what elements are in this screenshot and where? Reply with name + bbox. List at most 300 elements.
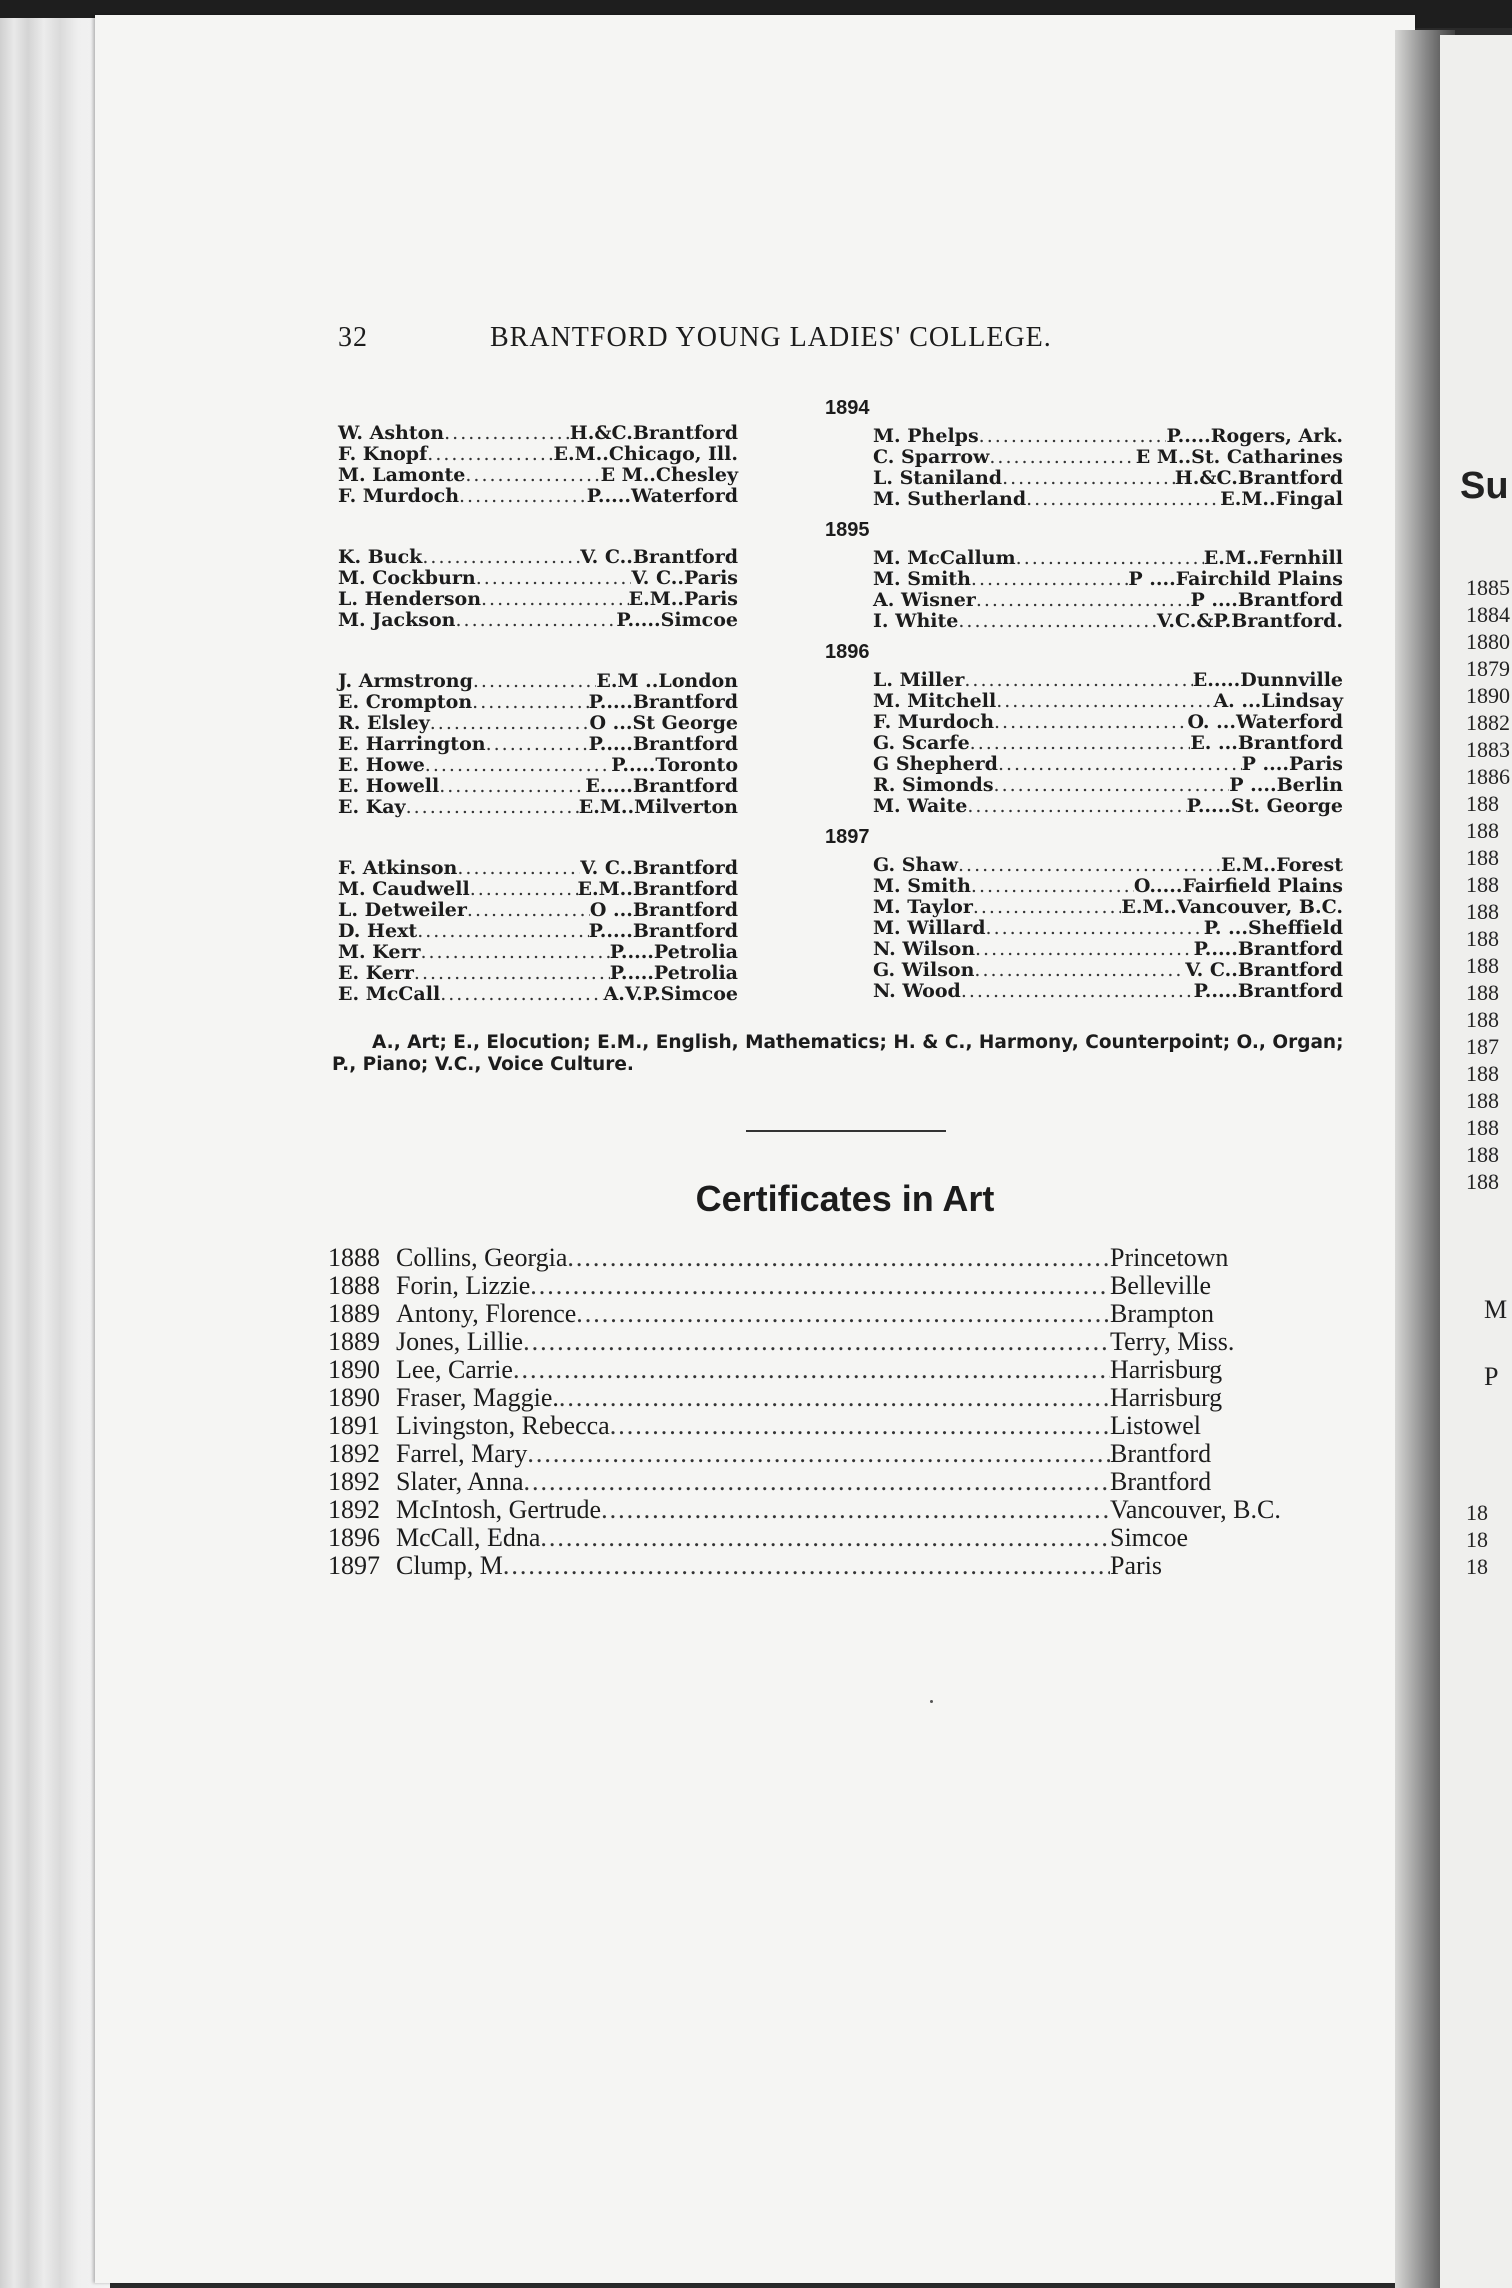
graduate-group xyxy=(873,426,1343,510)
course-code: P..... xyxy=(609,962,654,984)
hometown: Brantford xyxy=(632,899,738,921)
facing-page-year: 188 xyxy=(1466,845,1499,870)
course-code: E.M.. xyxy=(628,588,684,610)
paper-speck xyxy=(930,1700,933,1703)
dot-leader xyxy=(973,897,1122,918)
graduate-name: M. Caudwell xyxy=(338,878,470,900)
hometown: Petrolia xyxy=(653,962,738,984)
dot-leader xyxy=(406,797,579,818)
facing-page-year: 18 xyxy=(1466,1500,1488,1525)
graduate-name: G. Shaw xyxy=(873,854,958,876)
facing-page-year: 18 xyxy=(1466,1527,1488,1552)
facing-page-year: 1884 xyxy=(1466,602,1510,627)
dot-leader xyxy=(967,796,1186,817)
hometown: Fairfield Plains xyxy=(1182,875,1343,897)
graduate-name: E. McCall xyxy=(338,983,441,1005)
graduate-name: M. Phelps xyxy=(873,425,979,447)
graduate-entry xyxy=(338,610,738,631)
hometown: Vancouver, B.C. xyxy=(1176,896,1343,918)
hometown: Waterford xyxy=(1235,711,1343,733)
dot-leader xyxy=(467,900,590,921)
facing-page-year: 1882 xyxy=(1466,710,1510,735)
graduate-entry xyxy=(873,981,1343,1002)
course-code: P..... xyxy=(1193,938,1238,960)
dot-leader xyxy=(530,1272,1110,1300)
hometown: Forest xyxy=(1276,854,1343,876)
graduate-name: N. Wilson xyxy=(873,938,976,960)
course-code: O ... xyxy=(589,712,633,734)
facing-page-year: 188 xyxy=(1466,1088,1499,1113)
hometown: Chesley xyxy=(655,464,738,486)
hometown: St George xyxy=(632,712,738,734)
facing-page-year: 187 xyxy=(1466,1034,1499,1059)
facing-page-year: 188 xyxy=(1466,953,1499,978)
dot-leader xyxy=(975,939,1194,960)
graduate-entry xyxy=(873,775,1343,796)
hometown: Berlin xyxy=(1276,774,1343,796)
certificate-year: 1892 xyxy=(328,1467,380,1496)
graduates-right-column xyxy=(825,392,1343,1010)
course-code: E.M.. xyxy=(578,796,635,818)
graduate-entry xyxy=(873,876,1343,897)
facing-page-year: 18 xyxy=(1466,1554,1488,1579)
hometown: Brantford xyxy=(1237,467,1343,489)
hometown: Simcoe xyxy=(660,609,738,631)
graduate-entry xyxy=(873,754,1343,775)
dot-leader xyxy=(610,1412,1110,1440)
facing-page-year: 188 xyxy=(1466,980,1499,1005)
graduate-group xyxy=(873,548,1343,632)
graduate-name: M. Kerr xyxy=(338,941,421,963)
dot-leader xyxy=(414,963,610,984)
graduate-name: D. Hext xyxy=(338,920,418,942)
hometown: St. Catharines xyxy=(1191,446,1343,468)
dot-leader xyxy=(994,712,1187,733)
certificate-year: 1892 xyxy=(328,1439,380,1468)
hometown: Brantford xyxy=(1110,1439,1212,1468)
graduate-name: G. Scarfe xyxy=(873,732,970,754)
course-code: V. C.. xyxy=(580,546,633,568)
graduate-entry xyxy=(873,897,1343,918)
course-code: V. C.. xyxy=(1185,959,1238,981)
dot-leader xyxy=(970,733,1191,754)
course-code: V. C.. xyxy=(631,567,684,589)
hometown: Terry, Miss. xyxy=(1110,1327,1235,1356)
hometown: Brantford xyxy=(1237,959,1343,981)
course-code: E..... xyxy=(585,775,633,797)
graduate-name: M. Lamonte xyxy=(338,464,466,486)
dot-leader xyxy=(986,918,1204,939)
art-certificate-row xyxy=(328,1440,1338,1468)
recipient-name: Livingston, Rebecca xyxy=(396,1411,610,1440)
graduate-name: I. White xyxy=(873,610,959,632)
dot-leader xyxy=(422,547,580,568)
dot-leader xyxy=(455,610,616,631)
hometown: Paris xyxy=(1110,1551,1162,1580)
hometown: Paris xyxy=(683,588,738,610)
graduate-name: F. Knopf xyxy=(338,443,428,465)
graduate-entry xyxy=(873,611,1343,632)
course-code: P..... xyxy=(609,941,654,963)
course-code: P..... xyxy=(1186,795,1231,817)
graduate-entry xyxy=(873,590,1343,611)
graduate-entry xyxy=(873,447,1343,468)
graduate-name: L. Staniland xyxy=(873,467,1003,489)
dot-leader xyxy=(513,1356,1110,1384)
dot-leader xyxy=(476,568,632,589)
graduate-entry xyxy=(873,960,1343,981)
graduate-entry xyxy=(338,671,738,692)
certificate-year: 1888 xyxy=(328,1271,380,1300)
course-code: P..... xyxy=(588,733,633,755)
hometown: Vancouver, B.C. xyxy=(1110,1495,1281,1524)
course-code: E..... xyxy=(1192,669,1241,691)
graduate-name: M. Willard xyxy=(873,917,986,939)
facing-page-year: 188 xyxy=(1466,1115,1499,1140)
dot-leader xyxy=(439,776,585,797)
facing-page-year: 1880 xyxy=(1466,629,1510,654)
art-certificate-row xyxy=(328,1468,1338,1496)
graduate-name: M. Mitchell xyxy=(873,690,997,712)
graduate-group xyxy=(338,858,738,1005)
dot-leader xyxy=(457,858,580,879)
dot-leader xyxy=(567,1244,1110,1272)
graduate-entry xyxy=(873,796,1343,817)
graduate-group xyxy=(338,547,738,631)
graduate-entry xyxy=(338,942,738,963)
certificate-year: 1892 xyxy=(328,1495,380,1524)
certificate-year: 1890 xyxy=(328,1355,380,1384)
graduate-group xyxy=(873,855,1343,1002)
graduate-entry xyxy=(873,489,1343,510)
hometown: Lindsay xyxy=(1261,690,1343,712)
recipient-name: Jones, Lillie xyxy=(396,1327,524,1356)
hometown: Brantford xyxy=(1237,980,1343,1002)
course-code: E.M.. xyxy=(1203,547,1260,569)
dot-leader xyxy=(427,444,553,465)
graduate-name: F. Murdoch xyxy=(338,485,460,507)
course-code: A. ... xyxy=(1213,690,1262,712)
certificate-year: 1896 xyxy=(328,1523,380,1552)
course-code: P..... xyxy=(1193,980,1238,1002)
graduate-entry xyxy=(338,797,738,818)
hometown: Fingal xyxy=(1275,488,1343,510)
recipient-name: McCall, Edna xyxy=(396,1523,541,1552)
graduate-entry xyxy=(873,569,1343,590)
dot-leader xyxy=(1016,548,1204,569)
year-heading: 1894 xyxy=(825,397,870,419)
art-certificate-row xyxy=(328,1524,1338,1552)
certificate-year: 1891 xyxy=(328,1411,380,1440)
graduate-entry xyxy=(338,776,738,797)
certificate-year: 1889 xyxy=(328,1327,380,1356)
graduate-entry xyxy=(338,589,738,610)
dot-leader xyxy=(524,1468,1111,1496)
graduate-entry xyxy=(338,423,738,444)
graduate-entry xyxy=(338,900,738,921)
course-code: E.M.. xyxy=(1121,896,1177,918)
graduate-entry xyxy=(338,444,738,465)
graduate-entry xyxy=(338,921,738,942)
course-legend: A., Art; E., Elocution; E.M., English, Mathematics; H. & C., Harmony, Counterpoint; O., Organ; P., Piano; V.C., Voice Culture. xyxy=(332,1032,1344,1075)
course-code: E.M.. xyxy=(1220,854,1277,876)
hometown: Toronto xyxy=(655,754,738,776)
recipient-name: Antony, Florence xyxy=(396,1299,577,1328)
graduate-name: G. Wilson xyxy=(873,959,975,981)
facing-page-year: 1885 xyxy=(1466,575,1510,600)
hometown: Brantford xyxy=(1237,938,1343,960)
dot-leader xyxy=(417,921,588,942)
graduate-name: E. Kay xyxy=(338,796,406,818)
hometown: Rogers, Ark. xyxy=(1210,425,1343,447)
recipient-name: McIntosh, Gertrude xyxy=(396,1495,602,1524)
dot-leader xyxy=(559,1384,1110,1412)
year-heading: 1896 xyxy=(825,641,870,663)
graduate-entry xyxy=(873,670,1343,691)
graduate-name: E. Howe xyxy=(338,754,425,776)
graduate-name: N. Wood xyxy=(873,980,961,1002)
hometown: Brantford xyxy=(632,733,738,755)
hometown: Brantford xyxy=(1237,732,1343,754)
graduate-name: A. Wisner xyxy=(873,589,976,611)
running-head xyxy=(338,322,1198,358)
dot-leader xyxy=(444,423,570,444)
graduate-name: R. Elsley xyxy=(338,712,430,734)
hometown: Waterford xyxy=(630,485,738,507)
art-certificate-row xyxy=(328,1328,1338,1356)
hometown: Fernhill xyxy=(1259,547,1343,569)
graduate-entry xyxy=(873,691,1343,712)
dot-leader xyxy=(481,589,629,610)
graduate-group xyxy=(873,670,1343,817)
course-code: P. ... xyxy=(1203,917,1248,939)
page-number: 32 xyxy=(338,322,368,353)
graduate-name: M. Waite xyxy=(873,795,968,817)
dot-leader xyxy=(470,879,578,900)
dot-leader xyxy=(958,855,1221,876)
facing-page-year: 188 xyxy=(1466,872,1499,897)
dot-leader xyxy=(486,734,589,755)
art-certificate-row xyxy=(328,1412,1338,1440)
graduate-entry xyxy=(338,486,738,507)
dot-leader xyxy=(971,569,1128,590)
graduate-group xyxy=(338,671,738,818)
graduate-entry xyxy=(338,984,738,1005)
graduate-entry xyxy=(873,918,1343,939)
certificate-year: 1890 xyxy=(328,1383,380,1412)
course-code: O ... xyxy=(589,899,633,921)
hometown: Chicago, Ill. xyxy=(608,443,738,465)
hometown: Dunnville xyxy=(1240,669,1343,691)
hometown: Listowel xyxy=(1110,1411,1201,1440)
art-certificates-list xyxy=(328,1244,1338,1580)
certificate-year: 1888 xyxy=(328,1243,380,1272)
graduate-entry xyxy=(338,963,738,984)
graduate-group xyxy=(338,423,738,507)
hometown: Sheffield xyxy=(1247,917,1343,939)
facing-page-year: 188 xyxy=(1466,1061,1499,1086)
facing-page-year: 188 xyxy=(1466,1169,1499,1194)
recipient-name: Clump, M xyxy=(396,1551,503,1580)
hometown: Princetown xyxy=(1110,1243,1229,1272)
facing-page-letter: M xyxy=(1484,1295,1508,1324)
graduate-name: M. Smith xyxy=(873,875,971,897)
course-code: P .... xyxy=(1128,568,1176,590)
art-certificate-row xyxy=(328,1300,1338,1328)
graduate-entry xyxy=(338,465,738,486)
year-heading: 1895 xyxy=(825,519,870,541)
dot-leader xyxy=(440,984,603,1005)
art-certificate-row xyxy=(328,1356,1338,1384)
hometown: Brantford. xyxy=(1231,610,1343,632)
graduate-entry xyxy=(873,712,1343,733)
dot-leader xyxy=(503,1552,1110,1580)
hometown: Brantford xyxy=(632,878,738,900)
course-code: E M.. xyxy=(600,464,656,486)
hometown: Brampton xyxy=(1110,1299,1214,1328)
dot-leader xyxy=(601,1496,1110,1524)
course-code: P .... xyxy=(1241,753,1289,775)
course-code: O..... xyxy=(1133,875,1183,897)
graduate-name: M. McCallum xyxy=(873,547,1016,569)
dot-leader xyxy=(472,692,588,713)
graduate-name: E. Crompton xyxy=(338,691,473,713)
certificate-year: 1889 xyxy=(328,1299,380,1328)
facing-page-year: 1879 xyxy=(1466,656,1510,681)
hometown: Paris xyxy=(683,567,738,589)
graduate-name: F. Atkinson xyxy=(338,857,458,879)
art-certificate-row xyxy=(328,1272,1338,1300)
recipient-name: Fraser, Maggie. xyxy=(396,1383,559,1412)
dot-leader xyxy=(523,1328,1110,1356)
course-code: E.M .. xyxy=(596,670,659,692)
graduate-entry xyxy=(338,692,738,713)
graduate-name: L. Miller xyxy=(873,669,965,691)
dot-leader xyxy=(1002,468,1175,489)
course-code: O. ... xyxy=(1187,711,1236,733)
graduate-entry xyxy=(873,548,1343,569)
recipient-name: Slater, Anna xyxy=(396,1467,524,1496)
hometown: Harrisburg xyxy=(1110,1383,1223,1412)
course-code: E M.. xyxy=(1135,446,1192,468)
graduate-entry xyxy=(338,858,738,879)
course-code: P..... xyxy=(588,691,633,713)
dot-leader xyxy=(576,1300,1110,1328)
course-code: H.&C. xyxy=(1174,467,1238,489)
graduate-entry xyxy=(873,468,1343,489)
dot-leader xyxy=(527,1440,1110,1468)
page-title: BRANTFORD YOUNG LADIES' COLLEGE. xyxy=(490,322,1052,353)
graduate-entry xyxy=(873,939,1343,960)
hometown: Paris xyxy=(1288,753,1343,775)
course-code: E.M.. xyxy=(553,443,609,465)
dot-leader xyxy=(430,713,590,734)
hometown: Belleville xyxy=(1110,1271,1212,1300)
graduate-name: C. Sparrow xyxy=(873,446,990,468)
graduate-entry xyxy=(338,734,738,755)
art-certificate-row xyxy=(328,1552,1338,1580)
hometown: Brantford xyxy=(632,546,738,568)
dot-leader xyxy=(958,611,1157,632)
course-code: P..... xyxy=(588,920,633,942)
hometown: Brantford xyxy=(632,691,738,713)
graduate-entry xyxy=(338,713,738,734)
hometown: Simcoe xyxy=(1110,1523,1188,1552)
graduate-entry xyxy=(338,568,738,589)
dot-leader xyxy=(540,1524,1110,1552)
graduate-name: L. Detweiler xyxy=(338,899,467,921)
hometown: Brantford xyxy=(1237,589,1343,611)
graduate-name: M. Cockburn xyxy=(338,567,476,589)
dot-leader xyxy=(964,670,1192,691)
course-code: P..... xyxy=(616,609,661,631)
recipient-name: Forin, Lizzie xyxy=(396,1271,531,1300)
graduate-name: K. Buck xyxy=(338,546,423,568)
graduate-entry xyxy=(338,879,738,900)
dot-leader xyxy=(989,447,1135,468)
graduate-entry xyxy=(338,547,738,568)
facing-page-fragment xyxy=(1440,35,1512,2288)
dot-leader xyxy=(971,876,1134,897)
graduate-name: E. Howell xyxy=(338,775,440,797)
facing-page-year: 188 xyxy=(1466,1142,1499,1167)
course-code: E. ... xyxy=(1190,732,1238,754)
course-code: P..... xyxy=(1166,425,1211,447)
facing-page-year: 188 xyxy=(1466,818,1499,843)
course-code: A.V.P. xyxy=(603,983,661,1005)
graduate-name: G Shepherd xyxy=(873,753,998,775)
graduate-entry xyxy=(338,755,738,776)
hometown: Brantford xyxy=(632,857,738,879)
graduate-name: M. Jackson xyxy=(338,609,456,631)
recipient-name: Farrel, Mary xyxy=(396,1439,528,1468)
course-code: E.M.. xyxy=(577,878,633,900)
course-code: P .... xyxy=(1190,589,1238,611)
hometown: Simcoe xyxy=(660,983,738,1005)
facing-page-letter: P xyxy=(1484,1362,1499,1391)
art-certificate-row xyxy=(328,1244,1338,1272)
recipient-name: Lee, Carrie xyxy=(396,1355,513,1384)
course-code: P..... xyxy=(586,485,631,507)
dot-leader xyxy=(459,486,587,507)
hometown: Brantford xyxy=(632,422,738,444)
course-code: P..... xyxy=(611,754,656,776)
dot-leader xyxy=(994,775,1230,796)
graduate-entry xyxy=(873,855,1343,876)
dot-leader xyxy=(998,754,1242,775)
graduate-name: J. Armstrong xyxy=(338,670,473,692)
section-divider xyxy=(746,1130,946,1132)
art-certificate-row xyxy=(328,1496,1338,1524)
dot-leader xyxy=(974,960,1185,981)
dot-leader xyxy=(420,942,609,963)
dot-leader xyxy=(425,755,611,776)
graduate-name: M. Smith xyxy=(873,568,971,590)
facing-page-year: 188 xyxy=(1466,791,1499,816)
facing-page-year: 188 xyxy=(1466,926,1499,951)
course-code: P .... xyxy=(1229,774,1277,796)
course-code: V. C.. xyxy=(580,857,633,879)
dot-leader xyxy=(961,981,1194,1002)
hometown: Fairchild Plains xyxy=(1175,568,1343,590)
graduate-entry xyxy=(873,733,1343,754)
facing-page-year: 1886 xyxy=(1466,764,1510,789)
graduate-name: E. Kerr xyxy=(338,962,414,984)
page-edge-stack xyxy=(0,18,110,2288)
dot-leader xyxy=(979,426,1167,447)
hometown: Milverton xyxy=(634,796,738,818)
graduate-name: E. Harrington xyxy=(338,733,486,755)
